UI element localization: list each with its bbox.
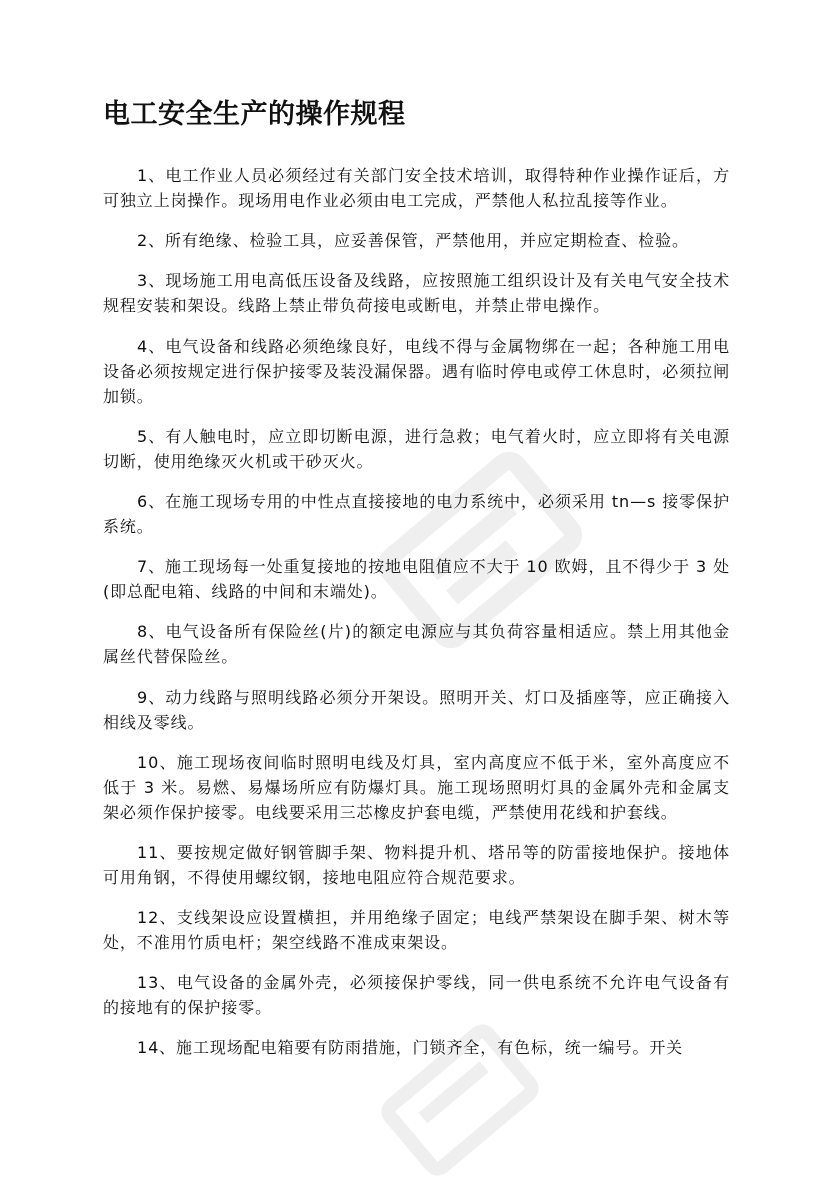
document-title: 电工安全生产的操作规程 (103, 99, 406, 130)
paragraph-1: 1、电工作业人员必须经过有关部门安全技术培训，取得特种作业操作证后，方可独立上岗操作。现场用电作业必须由电工完成，严禁他人私拉乱接等作业。 (103, 166, 730, 210)
paragraph-6: 6、在施工现场专用的中性点直接接地的电力系统中，必须采用 tn—s 接零保护系统。 (103, 491, 730, 536)
paragraph-5: 5、有人触电时，应立即切断电源，进行急救；电气着火时，应立即将有关电源切断，使用绝缘灭火机或干砂灭火。 (103, 426, 730, 471)
paragraph-7: 7、施工现场每一处重复接地的按地电阻值应不大于 10 欧姆，且不得少于 3 处(即总配电箱、线路的中间和末端处)。 (103, 557, 730, 602)
paragraph-9: 9、动力线路与照明线路必须分开架设。照明开关、灯口及插座等，应正确接入相线及零线。 (103, 687, 730, 732)
paragraph-14: 14、施工现场配电箱要有防雨措施，门锁齐全，有色标，统一编号。开关 (137, 1038, 684, 1058)
paragraph-13: 13、电气设备的金属外壳，必须接保护零线，同一供电系统不允许电气设备有的接地有的保护接零。 (103, 973, 730, 1018)
paragraph-4: 4、电气设备和线路必须绝缘良好，电线不得与金属物绑在一起；各种施工用电设备必须按规定进行保护接零及装没漏保器。遇有临时停电或停工休息时，必须拉闸加锁。 (103, 336, 730, 406)
paragraph-2: 2、所有绝缘、检验工具，应妥善保管，严禁他用，并应定期检查、检验。 (137, 231, 689, 251)
paragraph-8: 8、电气设备所有保险丝(片)的额定电源应与其负荷容量相适应。禁上用其他金属丝代替保险丝。 (103, 622, 730, 667)
paragraph-11: 11、要按规定做好钢管脚手架、物料提升机、塔吊等的防雷接地保护。接地体可用角钢，不得使用螺纹钢，接地电阻应符合规范要求。 (103, 842, 730, 887)
paragraph-3: 3、现场施工用电高低压设备及线路，应按照施工组织设计及有关电气安全技术规程安装和架设。线路上禁止带负荷接电或断电，并禁止带电操作。 (103, 271, 730, 316)
paragraph-12: 12、支线架设应设置横担，并用绝缘子固定；电线严禁架设在脚手架、树木等处，不准用竹质电杆；架空线路不准成束架设。 (103, 908, 730, 953)
document-body (103, 163, 730, 1076)
paragraph-10: 10、施工现场夜间临时照明电线及灯具，室内高度应不低于米，室外高度应不低于 3 米。易燃、易爆场所应有防爆灯具。施工现场照明灯具的金属外壳和金属支架必须作保护接零。电线要采用三芯橡皮护套电缆，严禁使用花线和护套线。 (103, 752, 730, 822)
